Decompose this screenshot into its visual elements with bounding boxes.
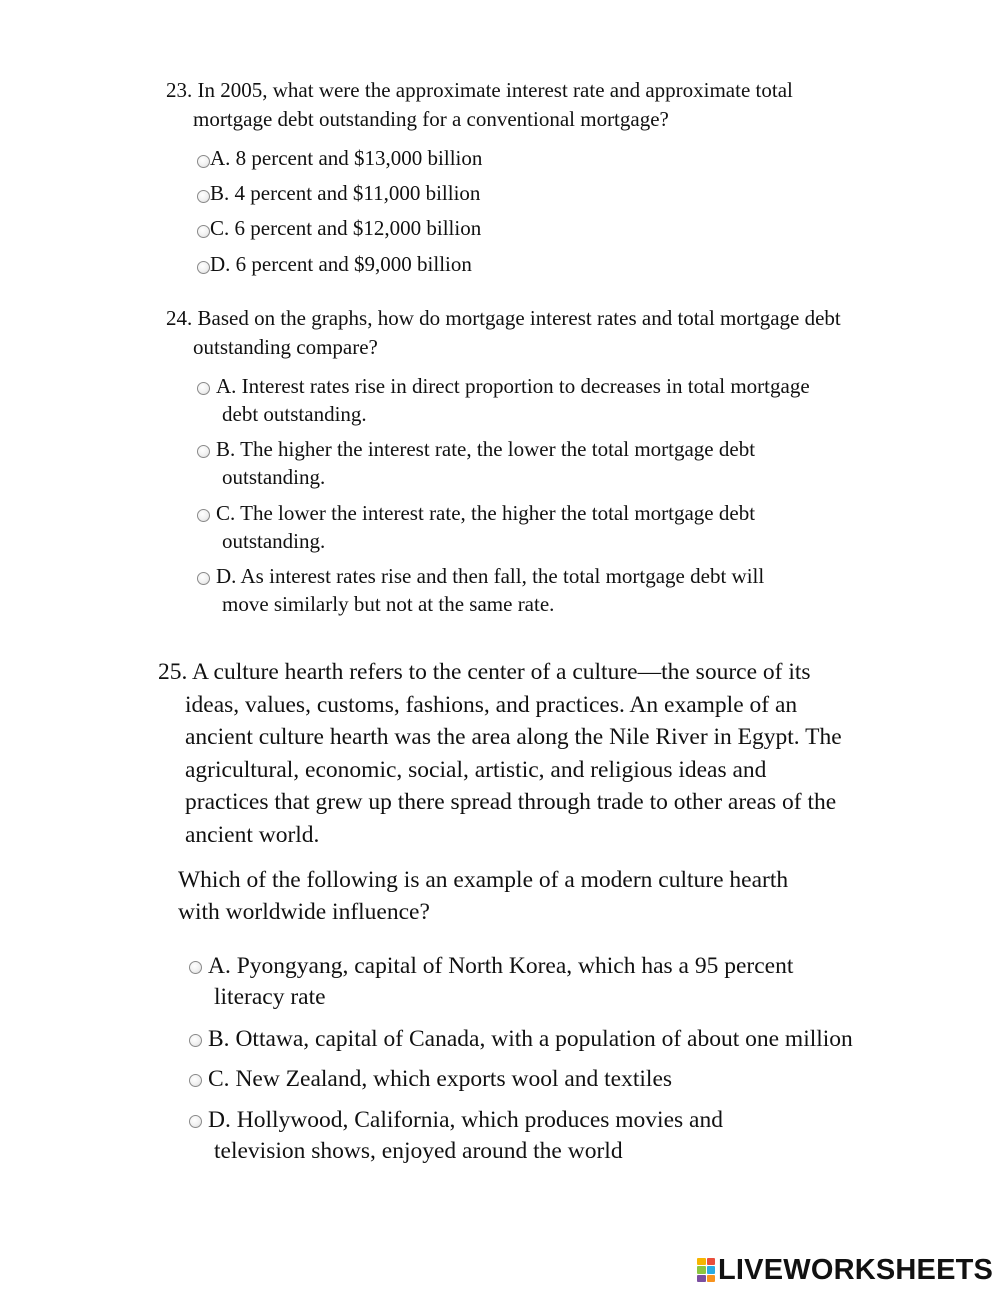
radio-button-icon[interactable] [197, 261, 210, 274]
option-text: 6 percent and $9,000 billion [235, 252, 472, 276]
question-prompt: Which of the following is an example of a modern culture hearth with worldwide influence? [178, 867, 789, 925]
question-text: A culture hearth refers to the center of a culture—the source of its ideas, values, customs, fashions, and practices. An example of an ancient culture hearth was the area along the Nile River in Egypt. The agricultural, economic, social, artistic, and religious ideas and practices that grew up there spread through trade to other areas of the ancient world. [185, 659, 842, 848]
option-label: D. [216, 564, 237, 588]
option-text: 6 percent and $12,000 billion [234, 216, 482, 240]
option-label: B. [210, 181, 230, 205]
option-label: A. [208, 953, 231, 979]
liveworksheets-logo-icon [697, 1258, 715, 1282]
radio-button-icon[interactable] [189, 961, 202, 974]
radio-button-icon[interactable] [189, 1115, 202, 1128]
option-label: C. [210, 216, 230, 240]
option-label: C. [216, 501, 236, 525]
question-number: 24. [166, 306, 193, 330]
question-text: In 2005, what were the approximate interest rate and approximate total mortgage debt outstanding for a conventional mortgage? [193, 78, 793, 131]
option-text: New Zealand, which exports wool and textiles [235, 1066, 673, 1092]
question-passage [158, 656, 855, 852]
question-text: Based on the graphs, how do mortgage interest rates and total mortgage debt outstanding compare? [193, 306, 841, 359]
option-text: Ottawa, capital of Canada, with a population of about one million [235, 1026, 853, 1052]
option-text: Pyongyang, capital of North Korea, which has a 95 percent literacy rate [214, 953, 794, 1010]
option-text: Hollywood, California, which produces movies and television shows, enjoyed around the world [214, 1107, 723, 1164]
radio-button-icon[interactable] [189, 1074, 202, 1087]
option-label: D. [208, 1107, 231, 1133]
option-text: 8 percent and $13,000 billion [235, 146, 483, 170]
option-label: A. [210, 146, 231, 170]
radio-button-icon[interactable] [197, 225, 210, 238]
option-text: As interest rates rise and then fall, the total mortgage debt will move similarly but not at the same rate. [222, 564, 765, 616]
radio-button-icon[interactable] [197, 572, 210, 585]
brand-name: LIVEWORKSHEETS [718, 1253, 994, 1286]
option-text: Interest rates rise in direct proportion to decreases in total mortgage debt outstanding. [222, 374, 810, 426]
question-number: 23. [166, 78, 193, 102]
radio-button-icon[interactable] [197, 445, 210, 458]
option-text: The higher the interest rate, the lower the total mortgage debt outstanding. [222, 437, 756, 489]
radio-button-icon[interactable] [197, 190, 210, 203]
option-text: The lower the interest rate, the higher the total mortgage debt outstanding. [222, 501, 756, 553]
option-text: 4 percent and $11,000 billion [234, 181, 481, 205]
radio-button-icon[interactable] [189, 1034, 202, 1047]
option-label: A. [216, 374, 237, 398]
option-label: D. [210, 252, 231, 276]
option-label: B. [216, 437, 236, 461]
radio-button-icon[interactable] [197, 155, 210, 168]
liveworksheets-brand [697, 1255, 993, 1285]
question-stem [166, 304, 843, 362]
option-label: C. [208, 1066, 230, 1092]
radio-button-icon[interactable] [197, 509, 210, 522]
radio-button-icon[interactable] [197, 382, 210, 395]
question-stem [166, 76, 833, 134]
option-label: B. [208, 1026, 230, 1052]
question-number: 25. [158, 659, 188, 685]
